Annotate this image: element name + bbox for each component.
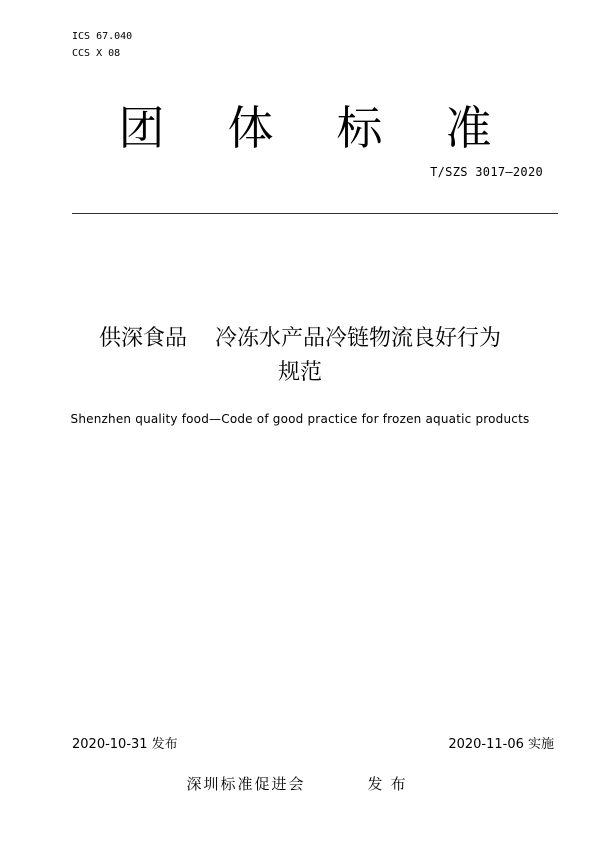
implementation-date: 2020-11-06 实施 — [448, 737, 554, 752]
document-title-line-1 — [0, 322, 600, 356]
issue-date: 2020-10-31 发布 — [72, 737, 178, 752]
standard-type-char-3: 标 — [336, 101, 383, 155]
publisher-line — [0, 773, 600, 794]
document-title-prefix: 供深食品 — [98, 326, 187, 351]
standard-type-char-2: 体 — [227, 101, 274, 155]
ccs-code: CCS X 08 — [72, 48, 121, 59]
publisher-name: 深圳标准促进会 — [186, 775, 306, 793]
document-title-main: 冷冻水产品冷链物流良好行为 — [215, 326, 502, 351]
ics-code: ICS 67.040 — [72, 31, 133, 42]
document-title-chinese — [0, 322, 600, 390]
standard-type-heading — [0, 98, 600, 158]
publish-label: 发布 — [367, 775, 414, 793]
classification-codes — [72, 28, 132, 62]
standard-number: T/SZS 3017—2020 — [430, 165, 543, 179]
header-divider — [72, 213, 558, 214]
standard-type-char-4: 准 — [445, 101, 492, 155]
standard-type-char-1: 团 — [118, 101, 165, 155]
document-title-english: Shenzhen quality food—Code of good practice for frozen aquatic products — [70, 412, 530, 426]
document-title-line-2: 规范 — [277, 360, 322, 385]
